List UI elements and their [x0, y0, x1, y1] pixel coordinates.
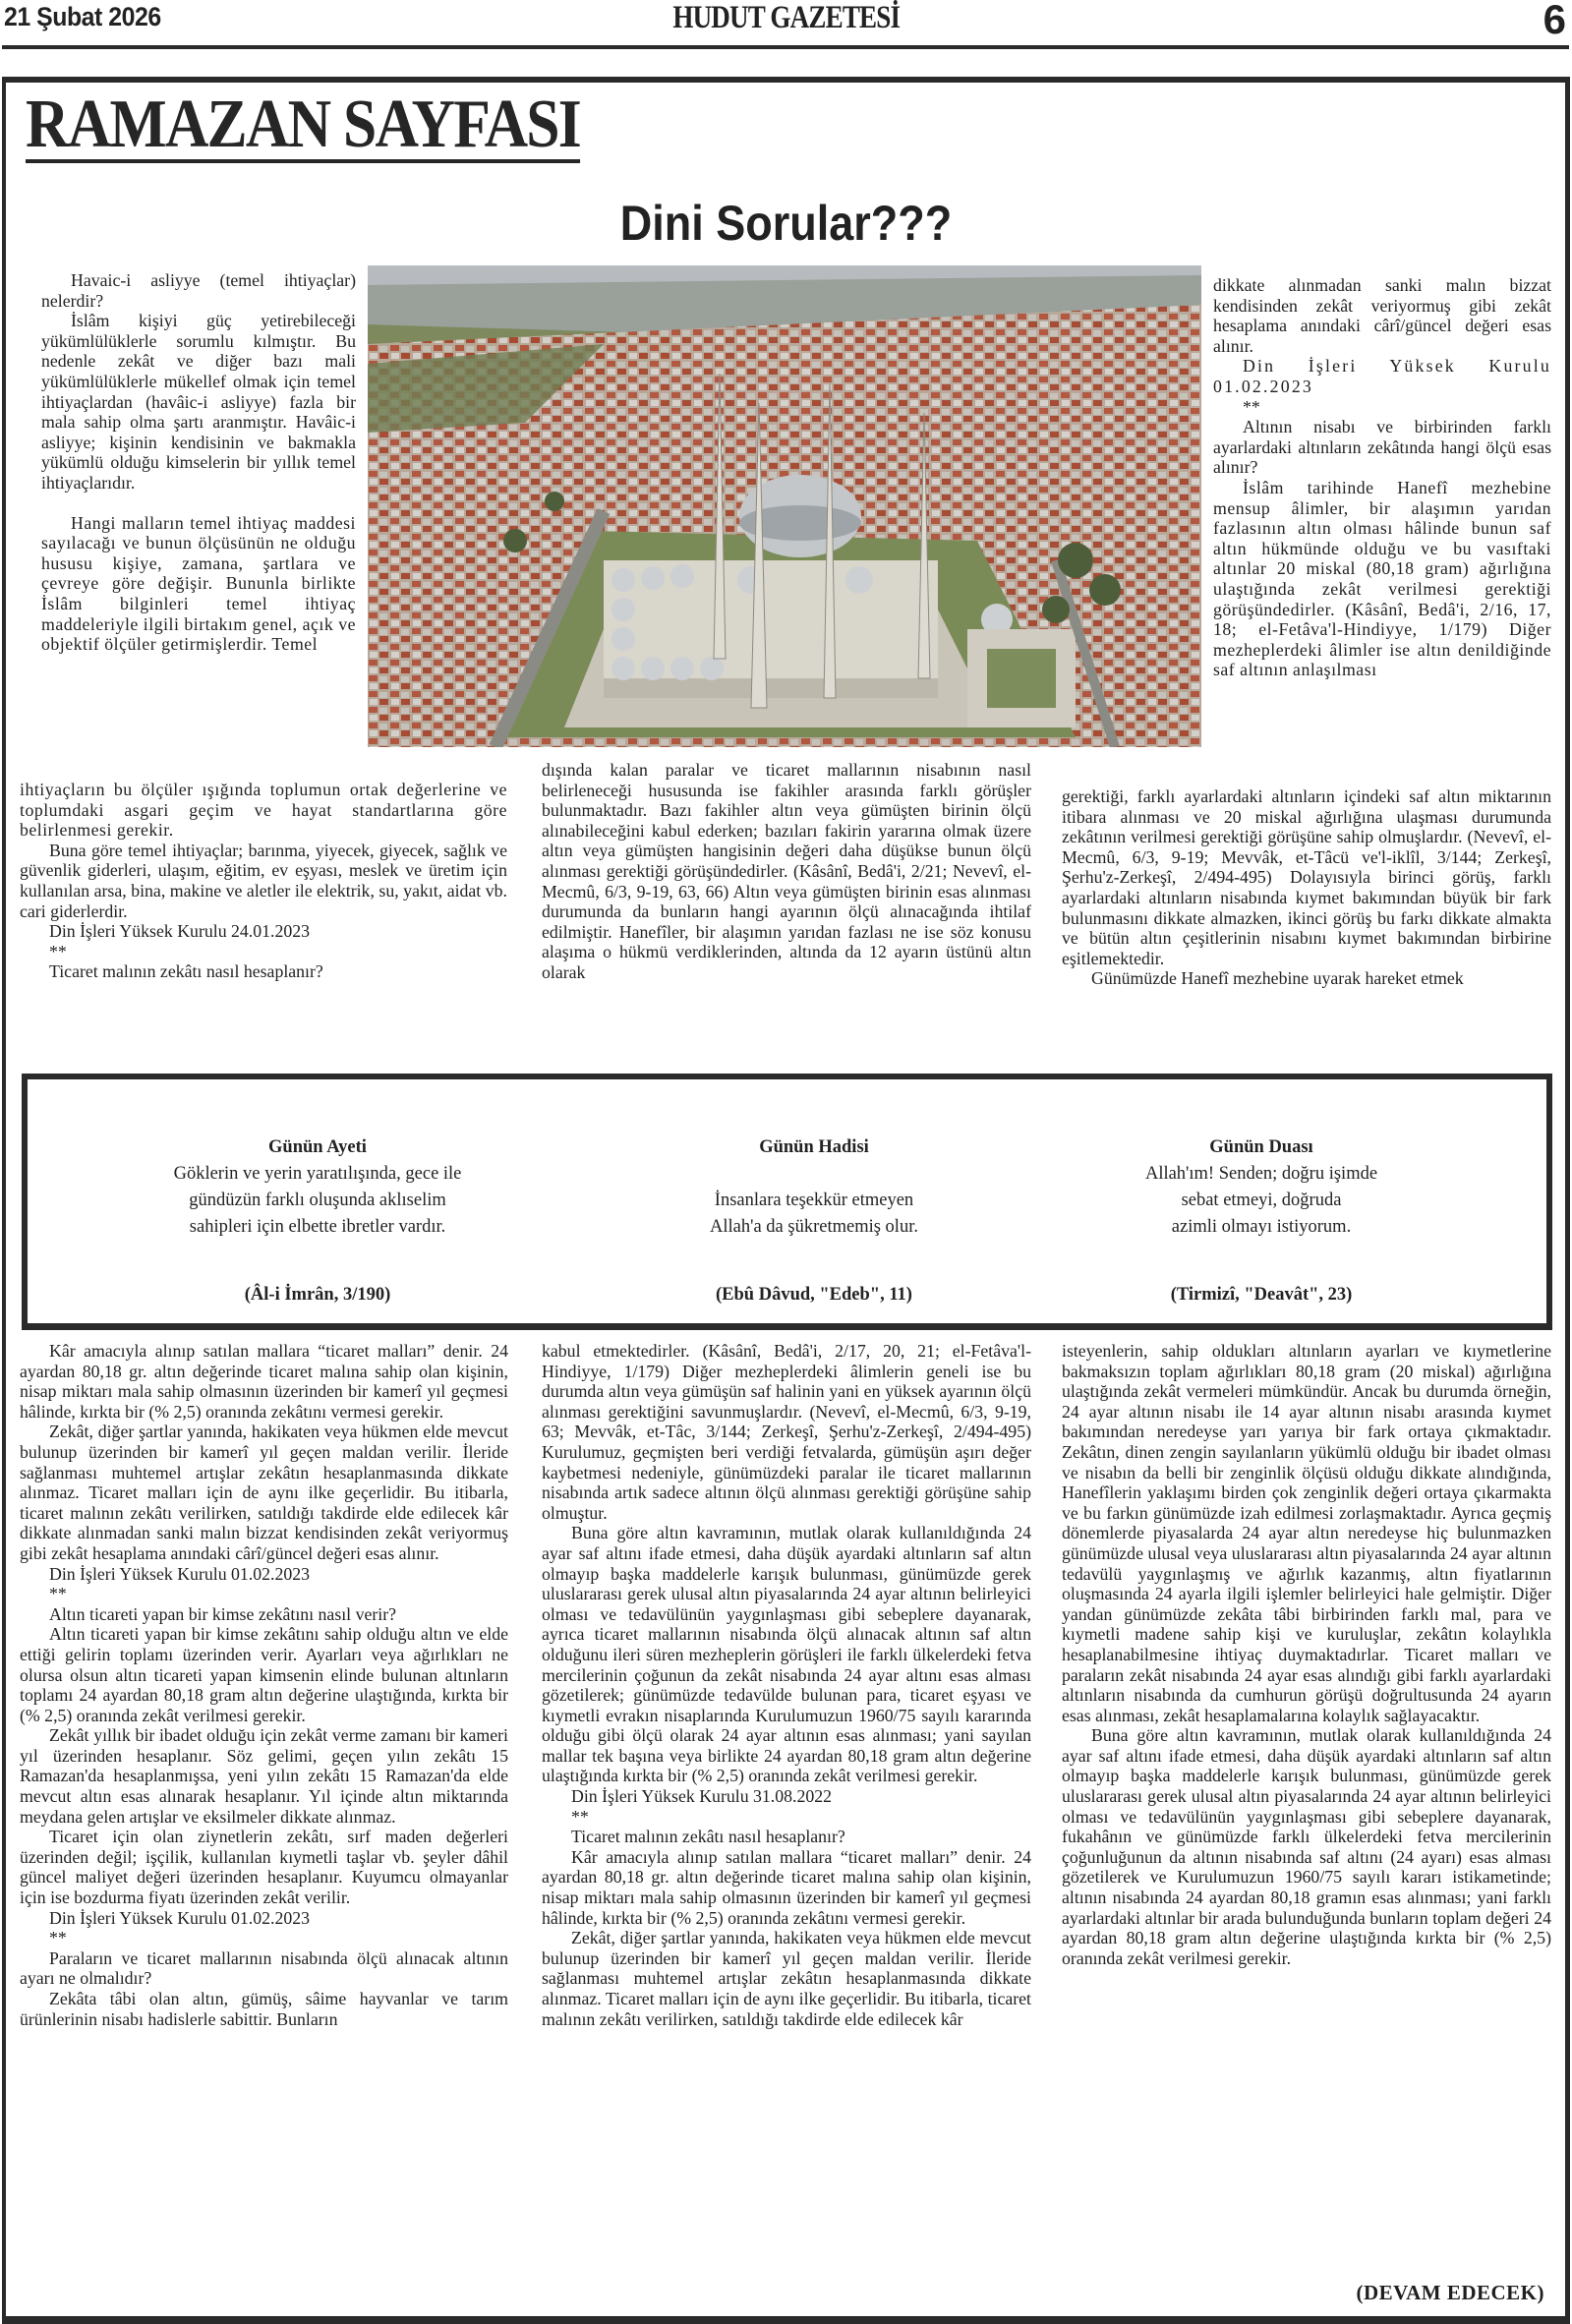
separator: ** [1243, 396, 1260, 417]
daily-verse-line: sahipleri için elbette ibretler vardır. [189, 1217, 446, 1237]
upper-column-3-wide [1062, 786, 1551, 989]
paragraph: ihtiyaçların bu ölçüler ışığında toplumun ortak değerlerine ve toplumdaki asgari geçim ve hayat standartlarına göre belirlenmesi gerekir. [20, 780, 507, 841]
mosque-aerial-photo [368, 265, 1201, 747]
article-title-text: Dini Sorular??? [619, 196, 953, 251]
lower-column-3 [1062, 1341, 1551, 1968]
question-heading: Altının nisabı ve birbirinden farklı ayarlardaki altınların zekâtında hangi ölçü esas alınır? [1213, 417, 1551, 478]
daily-hadith-source: (Ebû Dâvud, "Edeb", 11) [716, 1285, 912, 1305]
paragraph: gerektiği, farklı ayarlardaki altınların içindeki saf altın miktarının itibara alınması ve 20 miskal ağırlığına ulaşması durumunda zekâtının verilmesi gerektiği görüşüne sahip olmuşlardır. (Nevevî, el-Mecmû, 6/3, 9-19; Mevvâk, et-Tâcü ve'l-iklîl, 3/144; Zerkeşî, Şerhu'z-Zerkeşî, 2/494-495) Dolayısıyla birinci görüş, farklı ayarlardaki altınların nisabında kıymet bakımından büyük bir fark bulunmasını dikkate almazken, ikinci görüş bu farkı dikkate almakta ve bütün altın çeşitlerinin nisabını kıymet bakımından birbirine eşitlemektedir. [1062, 786, 1551, 968]
daily-prayer-line: Allah'ım! Senden; doğru işimde [1144, 1164, 1378, 1184]
daily-prayer-source: (Tirmizî, "Deavât", 23) [1170, 1285, 1353, 1305]
paragraph: Ticaret için olan ziynetlerin zekâtı, sırf maden değerleri üzerinden değil; işçilik, kullanılan kıymetli taşlar vb. şeyler dâhil güncel maliyet değeri üzerinden hesaplanır. Kuyumcu olmayanlar için ise bozdurma fiyatı üzerinden zekât verilir. [20, 1827, 508, 1908]
daily-prayer [1045, 1134, 1478, 1305]
daily-prayer-line: azimli olmayı istiyorum. [1171, 1217, 1352, 1237]
masthead [0, 0, 1572, 36]
daily-hadith-line: Allah'a da şükretmemiş olur. [710, 1217, 918, 1237]
section-title: RAMAZAN SAYFASI [26, 87, 581, 162]
upper-column-1-wide [20, 780, 507, 982]
separator: ** [49, 1928, 67, 1948]
daily-hadith-spacer [598, 1161, 1030, 1188]
paragraph: Kâr amacıyla alınıp satılan mallara “ticaret malları” denir. 24 ayardan 80,18 gr. altın değerinde ticaret malına sahip olan kişinin, nisap miktarı mala sahip olmasının üzerinden bir kamerî yıl geçmesi hâlinde, kırkta bir (% 2,5) oranında zekâtını vermesi gerekir. [542, 1846, 1031, 1928]
paragraph: Kâr amacıyla alınıp satılan mallara “ticaret malları” denir. 24 ayardan 80,18 gr. altın değerinde ticaret malına sahip olan kişinin, nisap miktarı mala sahip olmasının üzerinden bir kamerî yıl geçmesi hâlinde, kırkta bir (% 2,5) oranında zekâtını vermesi gerekir. [20, 1341, 508, 1422]
upper-column-3 [1213, 275, 1551, 680]
paragraph: Zekâta tâbi olan altın, gümüş, sâime hayvanlar ve tarım ürünlerinin nisabı hadislerle sabittir. Bunların [20, 1989, 508, 2029]
daily-prayer-title: Günün Duası [1209, 1137, 1313, 1157]
question-heading: Paraların ve ticaret mallarının nisabında ölçü alınacak altının ayarı ne olmalıdır? [20, 1947, 508, 1989]
paragraph: dışında kalan paralar ve ticaret mallarının nisabının nasıl belirleneceği hususunda ise fakihler arasında farklı görüşler bulunmaktadır. Bazı fakihler altın veya gümüşten birinin ölçü alınabileceğini kabul ederken; bazıları fakirin yararına olmak üzere altın veya gümüşten hangisinin değeri daha düşükse bunun ölçü alınması gerektiği görüşündedirler. (Kâsânî, Bedâ'i, 2/21; Nevevî, el-Mecmû, 6/3, 9-19, 63, 66) Altın veya gümüşten birinin esas alınması durumunda da bunların hangi ayarının ölçü alınacağında ihtilaf edilmiştir. Hanefîler, bir alaşımın yarıdan fazlası ne ise söz konusu alaşıma o hükmü verdiklerinden, altında da 12 ayarın üstünü altın olarak [542, 760, 1031, 982]
paragraph: Zekât, diğer şartlar yanında, hakikaten veya hükmen elde mevcut bulunup üzerinden bir kamerî yıl geçen maldan verilir. İleride sağlanması muhtemel artışlar zekâtın hesaplanmasında dikkate alınmaz. Ticaret malları için de aynı ilke geçerlidir. Bu itibarla, ticaret malının zekâtı verilirken, satıldığı takdirde elde edilecek kâr dikkate alınmadan sanki malın bizzat kendisinden zekât veriyormuş gibi zekât hesaplama anındaki cârî/güncel değeri esas alınır. [20, 1422, 508, 1563]
lower-column-1 [20, 1341, 508, 2029]
paragraph: Zekât, diğer şartlar yanında, hakikaten veya hükmen elde mevcut bulunup üzerinden bir kamerî yıl geçen maldan verilir. İleride sağlanması muhtemel artışlar zekâtın hesaplanmasında dikkate alınmaz. Ticaret malları için de aynı ilke geçerlidir. Bu itibarla, ticaret malının zekâtı verilirken, satıldığı takdirde elde edilecek kâr [542, 1928, 1031, 2029]
upper-column-2 [542, 760, 1031, 983]
daily-prayer-line: sebat etmeyi, doğruda [1181, 1191, 1342, 1210]
daily-verse-line: gündüzün farklı oluşunda aklıselim [189, 1191, 446, 1210]
mosque-photo-icon [368, 265, 1201, 747]
daily-verse-box [22, 1074, 1552, 1330]
daily-verse-source: (Âl-i İmrân, 3/190) [244, 1285, 391, 1305]
daily-verse-line: Göklerin ve yerin yaratılışında, gece ile [173, 1164, 462, 1184]
paragraph: Zekât yıllık bir ibadet olduğu için zekât verme zamanı bir kameri yıl üzerinden hesaplanır. Söz gelimi, geçen yılın zekâtı 15 Ramazan'da hesaplanmışsa, yeni yılın zekâtı 15 Ramazan'da elde mevcut altın esas alınarak hesaplanır. Yıl içinde altın miktarında meydana gelen artışlar ve eksilmeler dikkate alınmaz. [20, 1725, 508, 1827]
paragraph: Buna göre altın kavramının, mutlak olarak kullanıldığında 24 ayar saf altını ifade etmesi, daha düşük ayardaki altınların saf altın olmayıp başka maddelerle karışık bulunması, günümüzde gerek uluslararası gerek ulusal altın piyasalarında 24 ayar altının belirleyici olması ve tedavülünün yaygınlaşması gibi sebeplere dayanarak, fukahânın ve günümüzde farklı ülkelerdeki fetva mercilerinin çoğunluğunun da altının nisabında saf altını (24 ayarı) esas alması gözetilerek ve Kurulumuzun 1960/75 sayılı kararı istikametinde; altının nisabında 24 ayardan 80,18 gramın esas alınması; yani farklı ayarlardaki altınlar bir arada bulunduğunda bunların toplam değeri 24 ayardan 80,18 gram altın değerine ulaştığında kırkta bir (% 2,5) oranında zekât verilmesi gerekir. [1062, 1725, 1551, 1968]
daily-hadith-title: Günün Hadisi [759, 1137, 869, 1157]
separator: ** [49, 1584, 67, 1604]
header-rule [2, 45, 1569, 49]
question-heading: Havaic-i asliyye (temel ihtiyaçlar) nelerdir? [41, 270, 356, 311]
paragraph: Günümüzde Hanefî mezhebine uyarak hareket etmek [1091, 968, 1464, 989]
signature: Din İşleri Yüksek Kurulu 31.08.2022 [571, 1786, 833, 1807]
paragraph: İslâm kişiyi güç yetirebileceği yükümlülüklerle sorumlu kılmıştır. Bu nedenle zekât ve diğer bazı mali yükümlülüklerle mükellef olmak için temel ihtiyaçlardan (havâic-i asliyye) fazla bir mala sahip olma şartı aranmıştır. Havâic-i asliyye; kişinin kendisinin ve bakmakla yükümlü olduğu kimselerin bir yıllık temel ihtiyaçlarıdır. [41, 311, 356, 493]
upper-column-1 [41, 270, 356, 655]
paragraph: Buna göre altın kavramının, mutlak olarak kullanıldığında 24 ayar saf altını ifade etmesi, daha düşük ayardaki altınların saf altın olmayıp başka maddelerle karışık bulunması, günümüzde gerek uluslararası gerek ulusal altın piyasalarında 24 ayar altının belirleyici olması ve tedavülünün yaygınlaşması gibi sebeplere dayanarak, ayrıca ticaret mallarının nisabında ölçü alınacak altının saf altın olduğunu ileri süren mezheplerin görüşleri ile farklı ülkelerdeki fetva mercilerinin çoğunun da zekât nisabında 24 ayar altını esas alması gözetilerek; günümüzde tedavülde bulunan para, ticaret eşyası ve kıymetli evrakın nisaplarında Kurulumuzun 1960/75 sayılı kararında olduğu gibi ölçü olarak 24 ayar altının esas alınması; yani sayılan mallar tek başına veya birlikte 24 ayardan 80,18 gram altın değerine ulaştığında kırkta bir (% 2,5) oranında zekât verilmesi gerekir. [542, 1523, 1031, 1786]
paragraph: İslâm tarihinde Hanefî mezhebine mensup âlimler, bir alaşımın yarıdan fazlasının altın olması hâlinde bunun saf altın hükmünde olduğu ve bu vasıftaki altınlar 20 miskal (80,18 gram) ağırlığına ulaştığında zekât verilmesi gerektiği görüşündedirler. (Kâsânî, Bedâ'i, 2/16, 17, 18; el-Fetâva'l-Hindiyye, 1/179) Diğer mezheplerdeki âlimler ise altın denildiğinde saf altının anlaşılması [1213, 477, 1551, 680]
question-heading: Altın ticareti yapan bir kimse zekâtını nasıl verir? [49, 1603, 397, 1624]
daily-verse-title: Günün Ayeti [268, 1137, 367, 1157]
signature: Din İşleri Yüksek Kurulu 01.02.2023 [49, 1563, 311, 1584]
separator: ** [49, 941, 67, 961]
paragraph: Hangi malların temel ihtiyaç maddesi sayılacağı ve bunun ölçüsünün ne olduğu hususu kişiye, zamana, şartlara ve çevreye göre değişir. Bununla birlikte İslâm bilginleri temel ihtiyaç maddeleriyle ilgili birtakım genel, açık ve objektif ölçüler getirmişlerdir. Temel [41, 512, 356, 655]
daily-hadith [598, 1134, 1030, 1305]
separator: ** [571, 1806, 589, 1827]
paragraph: isteyenlerin, sahip oldukları altınların ayarları ve kıymetlerine bakmaksızın toplam ağırlıkları 80,18 gram (20 miskal) ağırlığına ulaştığında zekât vermeleri mümkündür. Ancak bu durumda örneğin, 24 ayar altının nisabı ile 14 ayar altının nisabı arasında kıymet bakımından neredeyse yarı yarıya bir fark ortaya çıkmaktadır. Zekâtın, dinen zengin sayılanların yükümlü olduğu bir ibadet olması ve nisabın da belli bir zenginlik ölçüsü olduğu dikkate alındığında, Hanefîlerin yaklaşımı birden çok zenginlik değeri ortaya çıkarmakta ve bu farkın günümüzde izah edilmesi zorlaşmaktadır. Ayrıca geçmiş dönemlerde piyasalarda 24 ayar altın neredeyse hiç bulunmazken günümüzde ulusal veya uluslararası altın piyasalarında 24 ayar altının tedavülü yaygınlaşmış ve ağırlık kazanmış, altın fiyatlarının oluşmasında 24 ayarla ilgili işlemler belirleyici hale gelmiştir. Diğer yandan günümüzde zekâta tâbi birbirinden farklı mal, para ve kıymetli madene sahip kişi ve kuruluşlar, zekâtın kolaylıkla hesaplanabilmesine ihtiyaç duymaktadırlar. Ticaret malları ve paraların zekât nisabında 24 ayar esas alındığı gibi farklı ayarlardaki altınların nisabında da cumhurun görüşü doğrultusunda 24 ayarın esas alınması, zekât hesaplamalarına kolaylık sağlayacaktır. [1062, 1341, 1551, 1725]
continued-label: (DEVAM EDECEK) [1356, 2281, 1544, 2304]
signature: Din İşleri Yüksek Kurulu 24.01.2023 [49, 921, 311, 942]
question-heading: Ticaret malının zekâtı nasıl hesaplanır? [571, 1827, 845, 1847]
signature: Din İşleri Yüksek Kurulu 01.02.2023 [49, 1907, 311, 1928]
daily-hadith-line: İnsanlara teşekkür etmeyen [714, 1191, 914, 1210]
paragraph: kabul etmektedirler. (Kâsânî, Bedâ'i, 2/17, 20, 21; el-Fetâva'l-Hindiyye, 1/179) Diğer mezheplerdeki âlimlerin geneli ise bu durumda altın veya gümüşün saf halinin yani en yüksek ayarının ölçü alınması gerektiğini savunmuşlardır. (Nevevî, el-Mecmû, 6/3, 9-19, 63; Mevvâk, et-Tâc, 3/144; Zerkeşî, Şerhu'z-Zerkeşî, 2/494-495) Kurulumuz, geçmişten beri verdiği fetvalarda, gümüşün aşırı değer kaybetmesi nedeniyle, günümüzdeki paralar ile ticaret mallarının nisabında artık sadece altının ölçü alınması gerektiği görüşüne sahip olmuştur. [542, 1341, 1031, 1523]
paragraph: Altın ticareti yapan bir kimse zekâtını sahip olduğu altın ve elde ettiği gelirin toplamı üzerinden verir. Ayarları veya ağırlıkları ne olursa olsun altın ticareti yapan kimsenin elinde bulunan altınların toplamı 24 ayardan 80,18 gram altın değerine ulaştığında, kırkta bir (% 2,5) oranında zekât verilmesi gerekir. [20, 1624, 508, 1725]
daily-verse [101, 1134, 534, 1305]
paragraph: Buna göre temel ihtiyaçlar; barınma, yiyecek, giyecek, sağlık ve güvenlik giderleri, ulaşım, eğitim, ev eşyası, meslek ve üretim için kullanılan arsa, bina, makine ve aletler ile elektrik, su, yakıt, aidat vb. cari giderlerdir. [20, 840, 507, 921]
masthead-text: HUDUT GAZETESİ [672, 0, 900, 35]
lower-column-2 [542, 1341, 1031, 2029]
paragraph: dikkate alınmadan sanki malın bizzat kendisinden zekât veriyormuş gibi zekât hesaplama anındaki cârî/güncel değeri esas alınır. [1213, 275, 1551, 356]
signature: Din İşleri Yüksek Kurulu 01.02.2023 [1213, 356, 1551, 396]
question-heading: Ticaret malının zekâtı nasıl hesaplanır? [49, 961, 323, 982]
issue-date: 21 Şubat 2026 [4, 2, 161, 31]
article-title [0, 195, 1572, 252]
page-number: 6 [1543, 0, 1566, 42]
